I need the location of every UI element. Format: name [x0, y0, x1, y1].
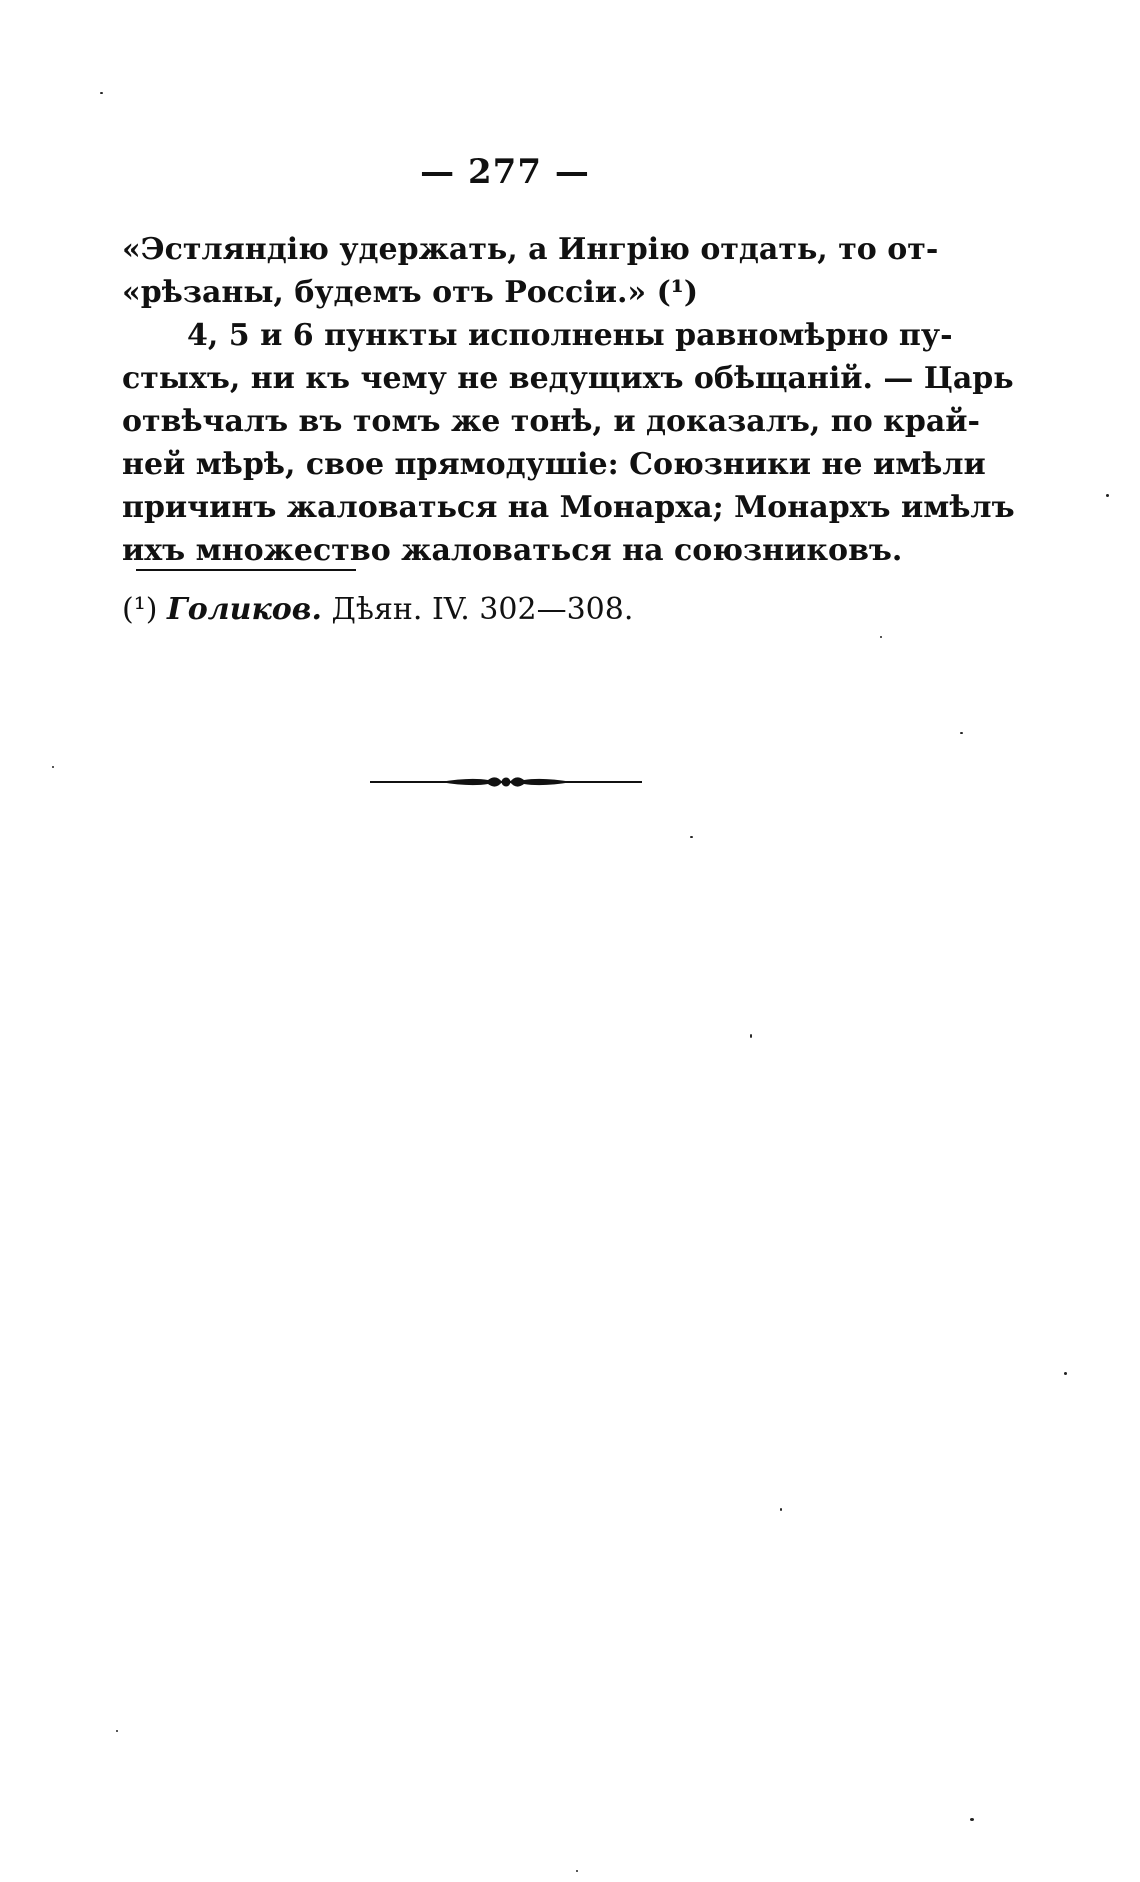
page-number: — 277 —: [420, 152, 590, 192]
paper-speck: [780, 1508, 782, 1511]
footnote-divider: [136, 569, 356, 571]
text-line: ихъ множество жаловаться на союзниковъ.: [122, 533, 903, 568]
footnote: [122, 588, 633, 631]
text-line: ней мѣрѣ, свое прямодушіе: Союзники не имѣли: [122, 447, 986, 482]
text-line: стыхъ, ни къ чему не ведущихъ обѣщаній. — Царь: [122, 361, 1014, 396]
text-line: 4, 5 и 6 пункты исполнены равномѣрно пу-: [187, 318, 953, 353]
paper-speck: [116, 1730, 118, 1732]
text-line: «рѣзаны, будемъ отъ Россіи.» (¹): [122, 275, 699, 310]
text-line: причинъ жаловаться на Монарха; Монархъ имѣлъ: [122, 490, 1015, 525]
text-line: отвѣчалъ въ томъ же тонѣ, и доказалъ, по край-: [122, 404, 980, 439]
paper-speck: [960, 732, 963, 734]
paper-speck: [880, 636, 882, 638]
paper-speck: [100, 92, 103, 94]
text-line: «Эстляндію удержать, а Ингрію отдать, то от-: [122, 232, 939, 267]
paper-speck: [690, 836, 693, 838]
body-text: [122, 228, 1015, 572]
paper-speck: [1064, 1372, 1067, 1375]
footnote-marker: (¹): [122, 592, 158, 627]
paper-speck: [970, 1818, 974, 1821]
paper-speck: [750, 1034, 752, 1038]
footnote-reference: Дѣян. IV. 302—308.: [331, 592, 634, 627]
footnote-author: Голиков.: [166, 592, 322, 627]
paper-speck: [1106, 494, 1109, 497]
end-ornament: [370, 770, 642, 794]
paper-speck: [576, 1870, 578, 1872]
paper-speck: [52, 766, 54, 768]
